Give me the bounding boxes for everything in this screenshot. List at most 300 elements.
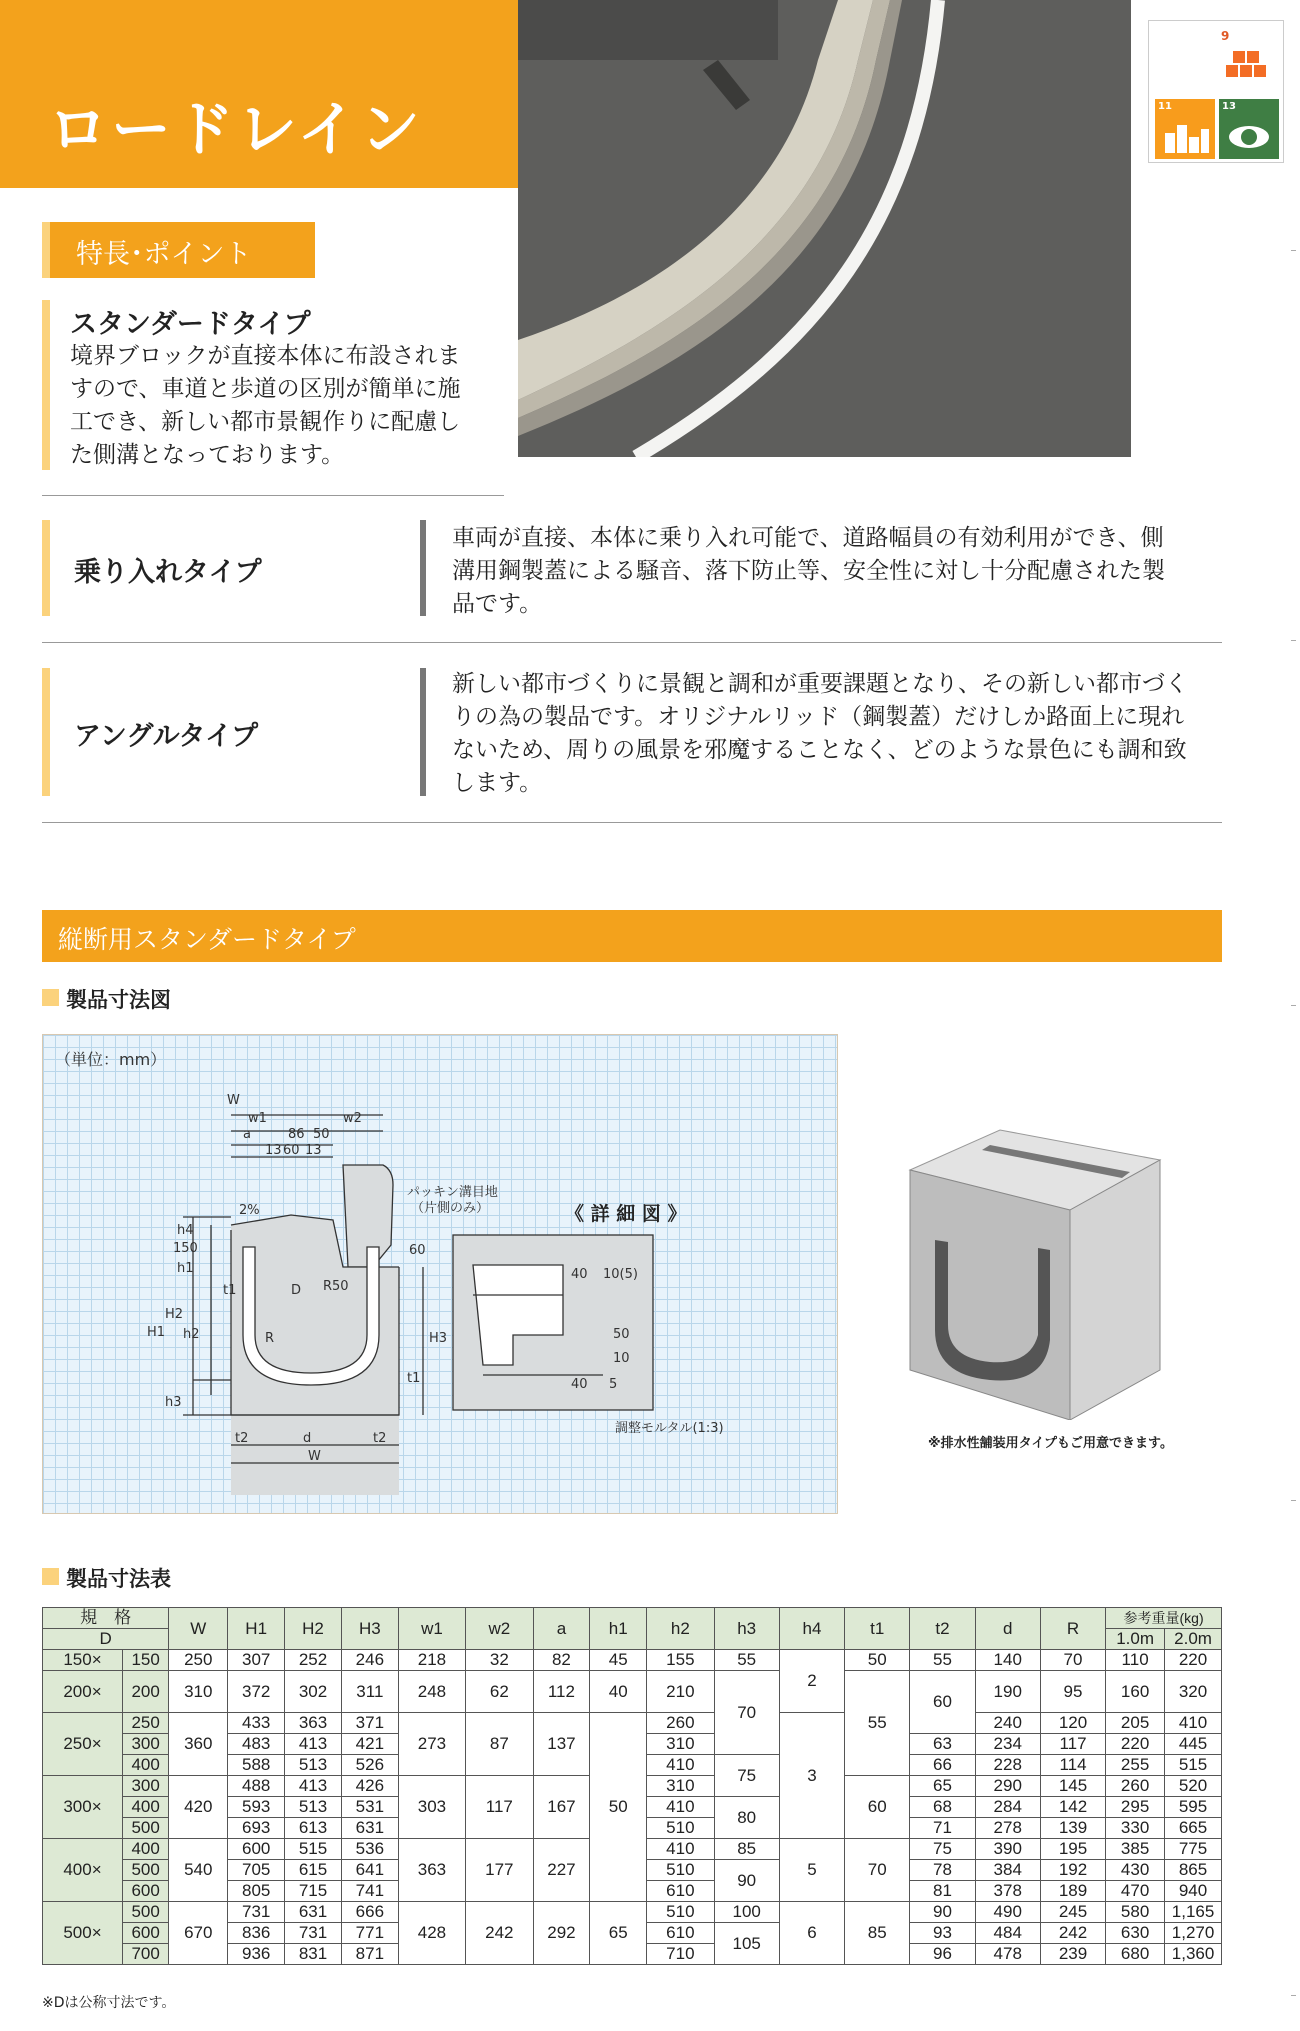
th-H2: H2 [285,1608,342,1650]
cell: 117 [466,1776,533,1839]
cell-series: 200× [43,1671,123,1713]
th-a: a [533,1608,590,1650]
cell: 252 [285,1650,342,1671]
table-row [43,1671,1222,1713]
cell: 1,360 [1165,1944,1222,1965]
cell: 6 [779,1902,844,1965]
cell: 70 [845,1839,910,1902]
angle-line: します。 [452,770,543,796]
cell: 771 [341,1923,398,1944]
dim-w2: w2 [343,1111,362,1126]
cell: 70 [1040,1650,1105,1671]
cell: 137 [533,1713,590,1776]
cell: 228 [975,1755,1040,1776]
cell-d-size: 300 [123,1734,169,1755]
cell: 715 [285,1881,342,1902]
standard-line: 工でき、新しい都市景観作りに配慮し [70,409,461,435]
dimension-diagram [42,1034,838,1514]
features-label-bar [42,222,315,278]
cell: 478 [975,1944,1040,1965]
cell: 410 [1165,1713,1222,1734]
table-row [43,1650,1222,1671]
cell: 515 [1165,1755,1222,1776]
dim-h2: h2 [183,1327,200,1342]
cell: 536 [341,1839,398,1860]
cell: 112 [533,1671,590,1713]
cell: 273 [398,1713,465,1776]
th-t2: t2 [910,1608,975,1650]
cell: 210 [647,1671,714,1713]
cell: 93 [910,1923,975,1944]
angle-gray-bar [420,668,426,796]
cell: 631 [341,1818,398,1839]
dim-H2: H2 [165,1307,184,1322]
cell-series: 400× [43,1839,123,1902]
cell: 87 [466,1713,533,1776]
cell: 805 [228,1881,285,1902]
cell: 610 [647,1881,714,1902]
cell: 260 [647,1713,714,1734]
cell: 310 [647,1734,714,1755]
cell: 413 [285,1776,342,1797]
noriire-accent-bar [42,520,50,616]
cell: 155 [647,1650,714,1671]
cell: 140 [975,1650,1040,1671]
cell: 831 [285,1944,342,1965]
cell: 510 [647,1860,714,1881]
cell-d-size: 500 [123,1860,169,1881]
cell: 515 [285,1839,342,1860]
cell: 871 [341,1944,398,1965]
cell: 410 [647,1797,714,1818]
table-row [43,1902,1222,1923]
cell: 290 [975,1776,1040,1797]
cell: 3 [779,1713,844,1839]
cell: 615 [285,1860,342,1881]
cell: 410 [647,1839,714,1860]
noriire-heading: 乗り入れタイプ [74,557,262,588]
packing-label-2: （片側のみ） [411,1201,490,1216]
cell: 363 [398,1839,465,1902]
cell: 177 [466,1839,533,1902]
cell: 114 [1040,1755,1105,1776]
th-weight: 参考重量(kg) [1106,1608,1222,1629]
product-photo [880,1100,1200,1420]
cell: 110 [1106,1650,1165,1671]
cell: 80 [714,1797,779,1839]
dim-R: R [265,1331,275,1346]
cell: 865 [1165,1860,1222,1881]
cell: 255 [1106,1755,1165,1776]
cell: 665 [1165,1818,1222,1839]
noriire-description [452,522,1232,621]
th-W: W [169,1608,228,1650]
cell: 96 [910,1944,975,1965]
cell: 82 [533,1650,590,1671]
detail-dim-5: 5 [609,1377,618,1392]
cell: 40 [590,1671,647,1713]
cell: 630 [1106,1923,1165,1944]
cell: 484 [975,1923,1040,1944]
cell: 195 [1040,1839,1105,1860]
cell: 90 [910,1902,975,1923]
dim-D: D [291,1283,302,1298]
cell: 75 [910,1839,975,1860]
cell: 78 [910,1860,975,1881]
dim-13b: 13 [305,1143,322,1158]
cell: 95 [1040,1671,1105,1713]
cell: 250 [169,1650,228,1671]
th-w1: w1 [398,1608,465,1650]
cell: 470 [1106,1881,1165,1902]
cell: 234 [975,1734,1040,1755]
angle-line: ないため、周りの風景を邪魔することなく、どのような景色にも調和致 [452,737,1187,763]
cell: 220 [1106,1734,1165,1755]
dim-60-right: 60 [409,1243,426,1258]
angle-accent-bar [42,668,50,796]
divider [42,642,1222,643]
cell: 490 [975,1902,1040,1923]
cell-d-size: 500 [123,1818,169,1839]
angle-line: 新しい都市づくりに景観と調和が重要課題となり、その新しい都市づく [452,671,1188,697]
road-photo-illustration [518,0,1131,457]
cell: 192 [1040,1860,1105,1881]
cell: 100 [714,1902,779,1923]
dim-150: 150 [173,1241,198,1256]
edge-mark [1291,250,1296,251]
angle-heading: アングルタイプ [74,721,259,752]
cell: 246 [341,1650,398,1671]
dim-t2-right: t2 [373,1431,387,1446]
cell: 50 [845,1650,910,1671]
cell: 510 [647,1818,714,1839]
cell: 32 [466,1650,533,1671]
cell: 302 [285,1671,342,1713]
cell: 85 [845,1902,910,1965]
standard-accent-bar [42,300,50,470]
th-D: D [43,1629,169,1650]
cell: 680 [1106,1944,1165,1965]
cell: 167 [533,1776,590,1839]
sdg-icons [1148,20,1284,163]
dim-50: 50 [313,1127,330,1142]
cell: 330 [1106,1818,1165,1839]
cell: 71 [910,1818,975,1839]
detail-dim-40b: 40 [571,1377,588,1392]
unit-label: （単位：mm） [55,1050,167,1069]
detail-dim-10: 10 [613,1351,630,1366]
sdg-13-number: 13 [1222,101,1236,112]
cell: 371 [341,1713,398,1734]
dim-W: W [227,1093,240,1108]
cell: 120 [1040,1713,1105,1734]
cell: 245 [1040,1902,1105,1923]
edge-mark [1291,640,1296,641]
th-2m: 2.0m [1165,1629,1222,1650]
bullet-square [42,1568,59,1585]
cell: 239 [1040,1944,1105,1965]
edge-mark [1291,1005,1296,1006]
cell: 60 [845,1776,910,1839]
cell: 227 [533,1839,590,1902]
cell: 292 [533,1902,590,1965]
cell-d-size: 200 [123,1671,169,1713]
cell: 145 [1040,1776,1105,1797]
cell-d-size: 600 [123,1923,169,1944]
cell: 242 [1040,1923,1105,1944]
cell: 693 [228,1818,285,1839]
cell: 631 [285,1902,342,1923]
sdg-9-number: 9 [1221,29,1230,43]
cell: 526 [341,1755,398,1776]
cell: 242 [466,1902,533,1965]
cell: 600 [228,1839,285,1860]
dim-h3: h3 [165,1395,182,1410]
dim-86: 86 [288,1127,305,1142]
cell: 90 [714,1860,779,1902]
road-photo [518,0,1131,457]
cell: 205 [1106,1713,1165,1734]
dim-t1-right: t1 [407,1371,421,1386]
cell: 81 [910,1881,975,1902]
cell-d-size: 500 [123,1902,169,1923]
dim-R50: R50 [323,1279,349,1294]
cell: 775 [1165,1839,1222,1860]
cell: 426 [341,1776,398,1797]
th-H3: H3 [341,1608,398,1650]
cell: 520 [1165,1776,1222,1797]
cell: 310 [169,1671,228,1713]
cell: 50 [590,1713,647,1902]
section-title: 縦断用スタンダードタイプ [58,925,356,954]
standard-heading: スタンダードタイプ [70,309,311,340]
cell: 142 [1040,1797,1105,1818]
cell: 836 [228,1923,285,1944]
cell: 513 [285,1797,342,1818]
cell-series: 300× [43,1776,123,1839]
cell: 62 [466,1671,533,1713]
table-heading: 製品寸法表 [66,1567,171,1591]
dimensions-table [42,1607,1222,1965]
photo-note: ※排水性舗装用タイプもご用意できます。 [928,1436,1173,1451]
cell: 5 [779,1839,844,1902]
th-t1: t1 [845,1608,910,1650]
noriire-line: 品です。 [452,591,543,617]
dim-t1: t1 [223,1283,237,1298]
cell: 240 [975,1713,1040,1734]
dim-h1: h1 [177,1261,194,1276]
cell: 60 [910,1671,975,1734]
cell-d-size: 600 [123,1881,169,1902]
cell: 731 [228,1902,285,1923]
cell: 372 [228,1671,285,1713]
features-label: 特長･ポイント [76,239,252,270]
cross-section-drawing [43,1035,839,1515]
cell: 430 [1106,1860,1165,1881]
edge-mark [1291,1995,1296,1996]
cell: 420 [169,1776,228,1839]
noriire-line: 溝用鋼製蓋による騒音、落下防止等、安全性に対し十分配慮された製 [452,558,1165,584]
cell: 613 [285,1818,342,1839]
th-h2: h2 [647,1608,714,1650]
dim-H3: H3 [429,1331,448,1346]
cell-series: 500× [43,1902,123,1965]
cell: 1,270 [1165,1923,1222,1944]
cell: 139 [1040,1818,1105,1839]
dim-H1: H1 [147,1325,166,1340]
mortar-label: 調整モルタル(1:3) [615,1421,724,1436]
cell: 311 [341,1671,398,1713]
dim-h4: h4 [177,1223,194,1238]
dim-13: 13 [265,1143,282,1158]
cell: 710 [647,1944,714,1965]
noriire-line: 車両が直接、本体に乗り入れ可能で、道路幅員の有効利用ができ、側 [452,525,1164,551]
detail-title: 《 詳 細 図 》 [565,1203,687,1225]
cell: 410 [647,1755,714,1776]
detail-dim-40: 40 [571,1267,588,1282]
cell-d-size: 250 [123,1713,169,1734]
cell-d-size: 150 [123,1650,169,1671]
divider [42,822,1222,823]
cell: 55 [845,1671,910,1776]
angle-description [452,668,1232,800]
cell-d-size: 400 [123,1797,169,1818]
cell: 731 [285,1923,342,1944]
cell: 610 [647,1923,714,1944]
standard-line: すので、車道と歩道の区別が簡単に施 [70,376,461,402]
dim-slope: 2% [239,1203,260,1218]
standard-description [70,340,510,472]
cell: 55 [910,1650,975,1671]
th-1m: 1.0m [1106,1629,1165,1650]
cell: 540 [169,1839,228,1902]
divider [42,495,504,496]
cell: 363 [285,1713,342,1734]
cell: 513 [285,1755,342,1776]
dim-60: 60 [283,1143,300,1158]
sdg-11-icon [1155,99,1215,159]
cell: 385 [1106,1839,1165,1860]
packing-label-1: パッキン溝目地 [407,1185,498,1200]
cell: 384 [975,1860,1040,1881]
table-row [43,1713,1222,1734]
cell: 940 [1165,1881,1222,1902]
sdg-13-icon [1219,99,1279,159]
sdg-9-icon [1219,27,1279,93]
cell: 284 [975,1797,1040,1818]
cell: 105 [714,1923,779,1965]
angle-line: りの為の製品です。オリジナルリッド（鋼製蓋）だけしか路面上に現れ [452,704,1185,730]
cell: 413 [285,1734,342,1755]
cell: 220 [1165,1650,1222,1671]
cell: 666 [341,1902,398,1923]
bullet-square [42,989,59,1006]
edge-mark [1291,1500,1296,1501]
cell: 1,165 [1165,1902,1222,1923]
cell: 295 [1106,1797,1165,1818]
cell: 75 [714,1755,779,1797]
cell: 2 [779,1650,844,1713]
dim-W-bottom: W [308,1449,321,1464]
th-d: d [975,1608,1040,1650]
cell: 741 [341,1881,398,1902]
cell: 433 [228,1713,285,1734]
th-R: R [1040,1608,1105,1650]
cell: 85 [714,1839,779,1860]
cell: 70 [714,1671,779,1755]
diagram-heading: 製品寸法図 [66,988,171,1012]
cell: 593 [228,1797,285,1818]
cell: 66 [910,1755,975,1776]
table-header-row [43,1608,1222,1629]
detail-dim-10-5: 10(5) [603,1267,638,1282]
dim-w1: w1 [248,1111,267,1126]
cell-d-size: 300 [123,1776,169,1797]
cell: 360 [169,1713,228,1776]
cell: 248 [398,1671,465,1713]
section-title-bar [42,910,1222,962]
cell: 190 [975,1671,1040,1713]
cell: 531 [341,1797,398,1818]
cell: 65 [590,1902,647,1965]
cell: 936 [228,1944,285,1965]
cell: 303 [398,1776,465,1839]
cell: 45 [590,1650,647,1671]
cell: 510 [647,1902,714,1923]
th-h3: h3 [714,1608,779,1650]
th-spec: 規 格 [43,1608,169,1629]
cell: 588 [228,1755,285,1776]
cell: 580 [1106,1902,1165,1923]
page-title: ロードレイン [48,95,423,165]
cell: 378 [975,1881,1040,1902]
dim-a: a [243,1127,251,1142]
cell: 65 [910,1776,975,1797]
cell: 705 [228,1860,285,1881]
th-w2: w2 [466,1608,533,1650]
cell: 307 [228,1650,285,1671]
standard-line: た側溝となっております。 [70,442,345,468]
cell: 63 [910,1734,975,1755]
cell: 310 [647,1776,714,1797]
noriire-gray-bar [420,520,426,616]
cell: 595 [1165,1797,1222,1818]
dim-t2: t2 [235,1431,249,1446]
cell: 55 [714,1650,779,1671]
th-H1: H1 [228,1608,285,1650]
th-h4: h4 [779,1608,844,1650]
cell: 160 [1106,1671,1165,1713]
cell: 670 [169,1902,228,1965]
cell: 117 [1040,1734,1105,1755]
cell: 428 [398,1902,465,1965]
detail-dim-50: 50 [613,1327,630,1342]
sdg-11-number: 11 [1158,101,1172,112]
standard-line: 境界ブロックが直接本体に布設されま [70,343,461,369]
cell: 390 [975,1839,1040,1860]
cell-d-size: 400 [123,1755,169,1776]
cell: 421 [341,1734,398,1755]
cell: 218 [398,1650,465,1671]
dim-d: d [303,1431,312,1446]
cell: 189 [1040,1881,1105,1902]
cell: 483 [228,1734,285,1755]
cell: 445 [1165,1734,1222,1755]
cell: 278 [975,1818,1040,1839]
cell: 260 [1106,1776,1165,1797]
th-h1: h1 [590,1608,647,1650]
cell-series: 250× [43,1713,123,1776]
